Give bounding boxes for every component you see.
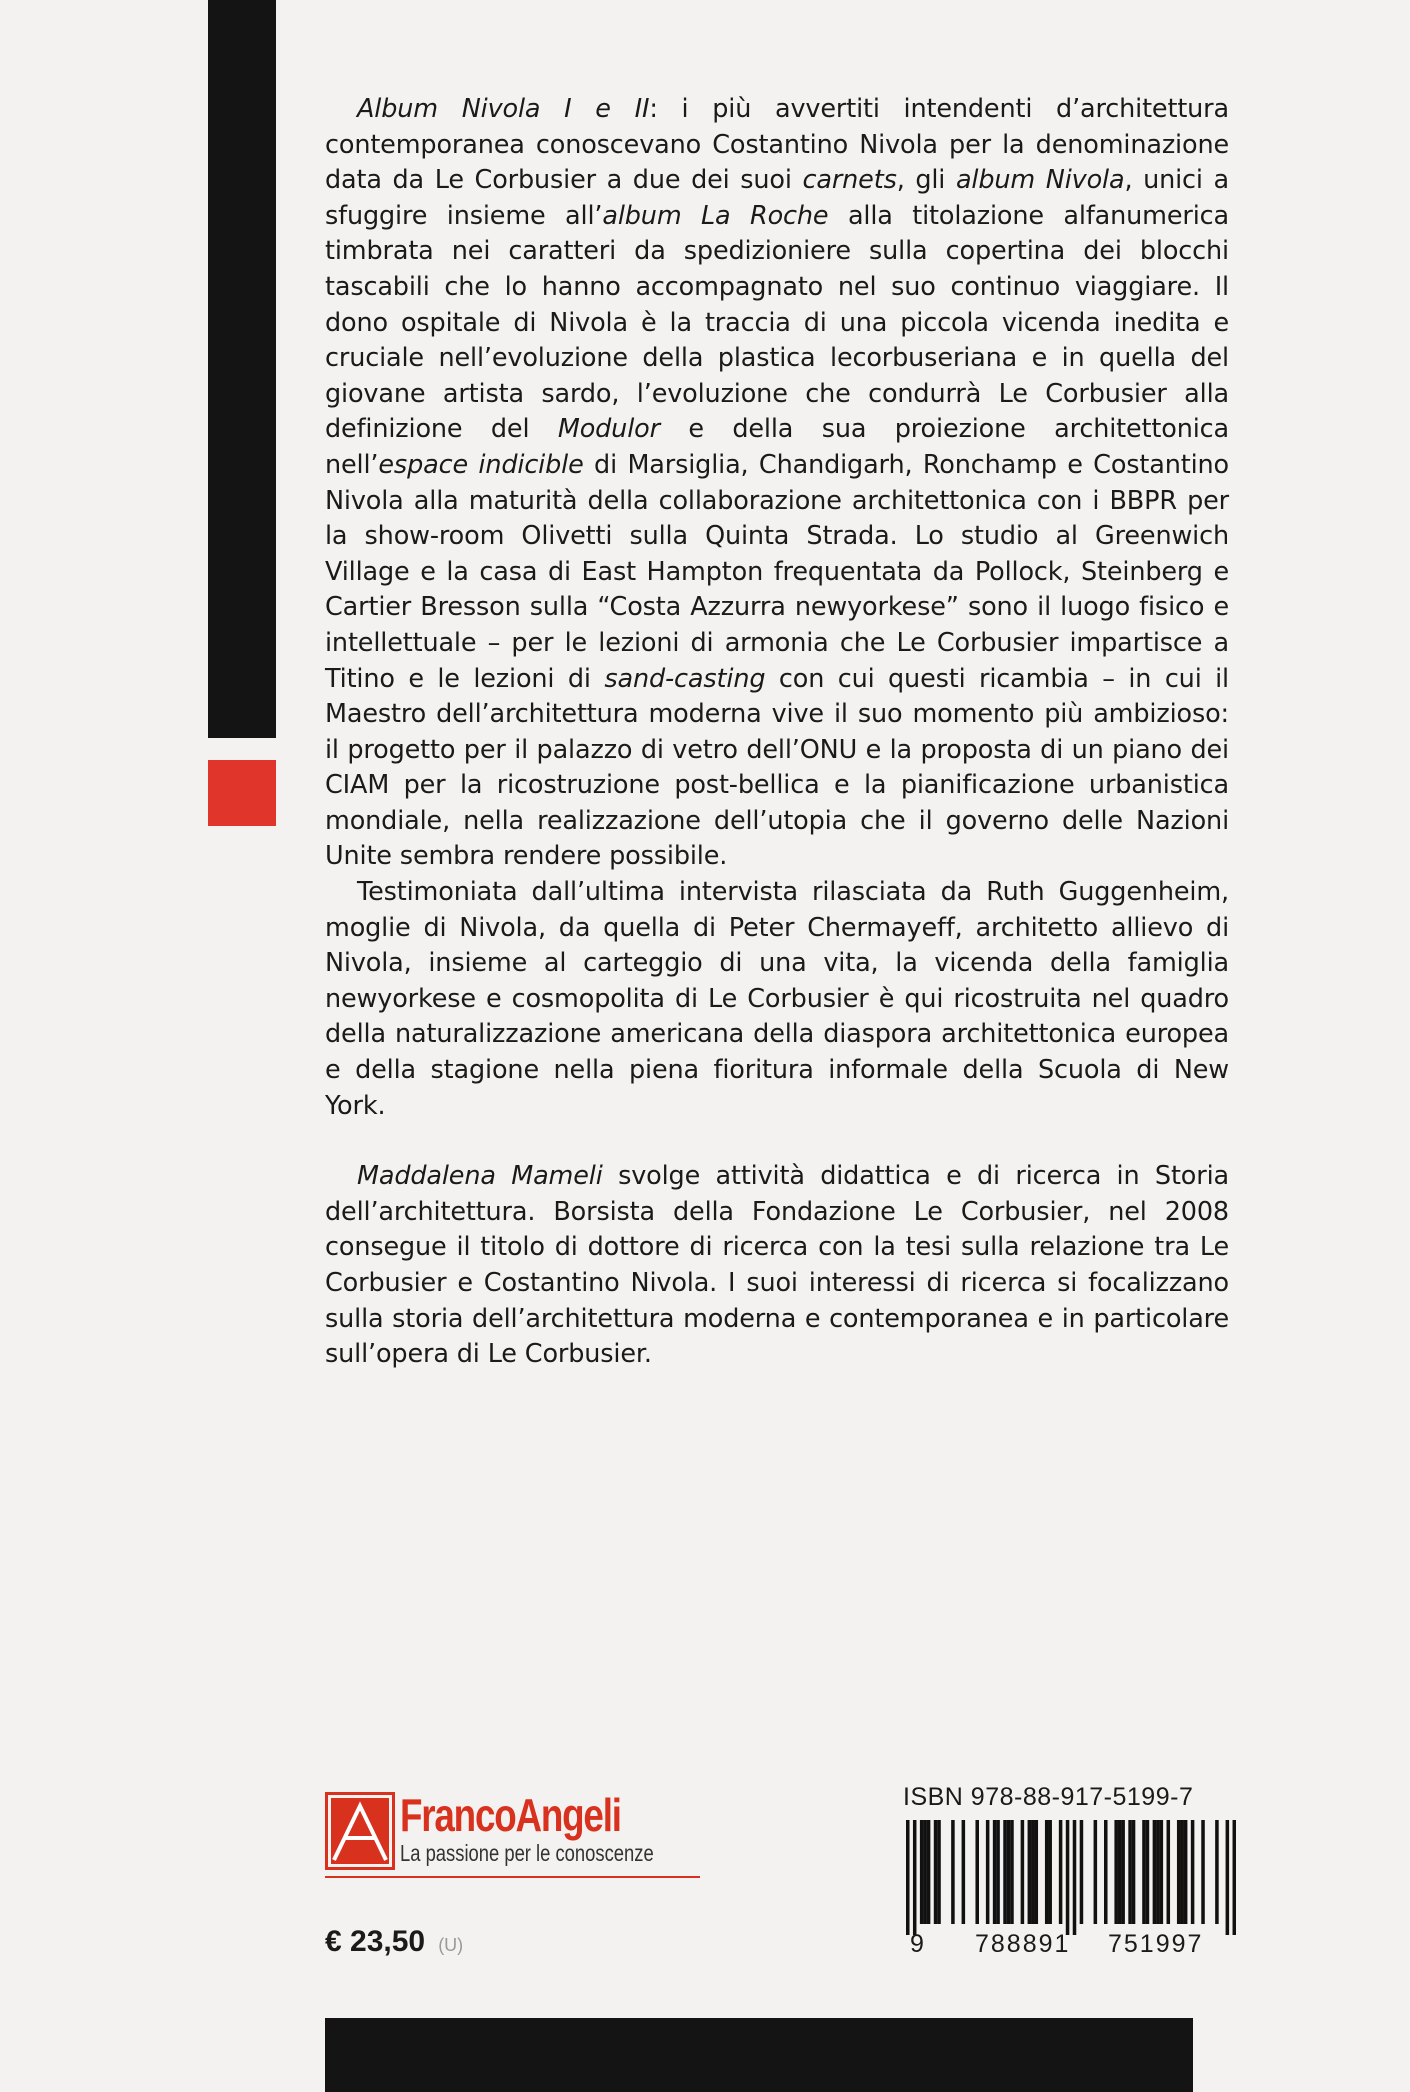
barcode-bar: [1156, 1820, 1160, 1924]
barcode-bar: [993, 1820, 997, 1924]
decorative-black-bar: [208, 0, 276, 738]
barcode-bar: [975, 1820, 979, 1924]
barcode-bar: [1066, 1820, 1070, 1935]
italic-text: album Nivola: [955, 165, 1125, 196]
italic-text: album La Roche: [602, 200, 829, 231]
barcode-bar: [913, 1820, 917, 1935]
barcode-bar: [1215, 1820, 1219, 1924]
barcode-bar: [1142, 1820, 1146, 1924]
text-run: con cui questi ricambia – in cui il Maestro dell’architettura moderna vive il suo momento più ambizioso: il progetto per il palazzo di vetro dell’ONU e la proposta di un piano dei CIAM per la ricostruzione post-bellica e la pianificazione urbanistica mondiale, nella realizzazione dell’utopia che il governo delle Nazioni Unite sembra rendere possibile.: [325, 663, 1229, 872]
barcode-bar: [1201, 1820, 1205, 1924]
ean-first-digit: 9: [910, 1930, 926, 1958]
text-run: svolge attività didattica e di ricerca in Storia dell’architettura. Borsista della Fondazione Le Corbusier, nel 2008 consegue il titolo di dottore di ricerca con la tesi sulla relazione tra Le Corbusier e Costantino Nivola. I suoi interessi di ricerca si focalizzano sulla storia dell’architettura moderna e contemporanea e in particolare sull’opera di Le Corbusier.: [325, 1161, 1229, 1370]
italic-text: sand-casting: [604, 663, 766, 694]
barcode-bar: [923, 1820, 927, 1924]
synopsis-paragraph-1: [325, 92, 1229, 875]
barcode-bar: [934, 1820, 938, 1924]
barcode-bar: [1146, 1820, 1150, 1924]
italic-text: Modulor: [557, 414, 660, 445]
barcode-bar: [920, 1820, 924, 1924]
decorative-red-square: [208, 760, 276, 826]
back-cover-text: [325, 92, 1229, 1373]
barcode-bar: [1167, 1820, 1171, 1924]
barcode-bar: [996, 1820, 1000, 1924]
text-run: , gli: [896, 165, 956, 196]
barcode-bar: [1021, 1820, 1025, 1924]
barcode-bar: [1035, 1820, 1039, 1924]
publisher-rule: [325, 1876, 700, 1878]
barcode-bar: [1010, 1820, 1014, 1924]
barcode-bar: [1028, 1820, 1032, 1924]
barcode-bar: [1045, 1820, 1049, 1924]
text-run: Testimoniata dall’ultima intervista rilasciata da Ruth Guggenheim, moglie di Nivola, da quella di Peter Chermayeff, architetto allievo di Nivola, insieme al carteggio di una vita, la vicenda della famiglia newyorkese e cosmopolita di Le Corbusier è qui ricostruita nel quadro della naturalizzazione americana della diaspora architettonica europea e della stagione nella piena fioritura informale della Scuola di New York.: [325, 877, 1229, 1121]
barcode-bar: [1160, 1820, 1164, 1924]
barcode-bar: [986, 1820, 990, 1924]
barcode-bar: [1180, 1820, 1184, 1924]
synopsis-paragraph-2: [325, 875, 1229, 1124]
barcode-bar: [1128, 1820, 1132, 1924]
isbn-barcode: [906, 1820, 1236, 1935]
barcode-bar: [1153, 1820, 1157, 1924]
barcode-bar: [1226, 1820, 1230, 1935]
italic-text: Maddalena Mameli: [357, 1161, 603, 1192]
barcode-bar: [1003, 1820, 1007, 1924]
italic-text: espace indicible: [378, 449, 584, 480]
author-bio-paragraph: [325, 1159, 1229, 1373]
text-run: , unici a sfuggire insieme all’: [325, 165, 1229, 231]
barcode-bar: [1048, 1820, 1052, 1924]
ean-left-digits: 788891: [975, 1930, 1071, 1958]
bottom-black-band: [325, 2018, 1193, 2092]
barcode-bar: [1007, 1820, 1011, 1924]
barcode-bar: [1073, 1820, 1077, 1935]
barcode-bar: [1059, 1820, 1063, 1924]
barcode-bar: [1031, 1820, 1035, 1924]
text-run: e della sua proiezione architettonica nell’: [325, 414, 1229, 480]
text-run: di Marsiglia, Chandigarh, Ronchamp e Costantino Nivola alla maturità della collaborazione architettonica con i BBPR per la show-room Olivetti sulla Quinta Strada. Lo studio al Greenwich Village e la casa di East Hampton frequentata da Pollock, Steinberg e Cartier Bresson sulla “Costa Azzurra newyorkese” sono il luogo fisico e intellettuale – per le lezioni di armonia che Le Corbusier impartisce a Titino e le lezioni di: [325, 449, 1229, 694]
text-run: alla titolazione alfanumerica timbrata nei caratteri da spedizioniere sulla copertina dei blocchi tascabili che lo hanno accompagnato nel suo continuo viaggiare. Il dono ospitale di Nivola è la traccia di una piccola vicenda inedita e cruciale nell’evoluzione della plastica lecorbuseriana e in quella del giovane artista sardo, l’evoluzione che condurrà Le Corbusier alla definizione del: [325, 200, 1229, 445]
ean-right-digits: 751997: [1108, 1930, 1204, 1958]
barcode-bar: [1104, 1820, 1108, 1924]
barcode-bar: [906, 1820, 910, 1935]
barcode-bar: [927, 1820, 931, 1924]
publisher-name: FrancoAngeli: [400, 1789, 621, 1841]
barcode-bar: [1191, 1820, 1195, 1924]
francoangeli-logo-mark: [325, 1792, 395, 1870]
barcode-bar: [1121, 1820, 1125, 1924]
barcode-bar: [1080, 1820, 1084, 1924]
publisher-logo: [325, 1789, 700, 1878]
barcode-bar: [962, 1820, 966, 1924]
italic-text: Album Nivola I e II: [357, 94, 650, 124]
text-run: : i più avvertiti intendenti d’architettura contemporanea conoscevano Costantino Nivola per la denominazione data da Le Corbusier a due dei suoi: [325, 94, 1229, 196]
price-code: (U): [438, 1935, 464, 1955]
publisher-tagline: La passione per le conoscenze: [400, 1840, 654, 1866]
barcode-bar: [1114, 1820, 1118, 1924]
price-value: € 23,50: [325, 1925, 426, 1958]
barcode-bar: [1184, 1820, 1188, 1924]
price: [325, 1925, 463, 1959]
barcode-bar: [937, 1820, 941, 1924]
barcode-bar: [1132, 1820, 1136, 1924]
barcode-bar: [1094, 1820, 1098, 1924]
barcode-bar: [1233, 1820, 1236, 1935]
barcode-bar: [1177, 1820, 1181, 1924]
isbn-label: ISBN 978-88-917-5199-7: [903, 1783, 1194, 1811]
barcode-bar: [951, 1820, 955, 1924]
barcode-bar: [1118, 1820, 1122, 1924]
italic-text: carnets: [802, 165, 897, 196]
